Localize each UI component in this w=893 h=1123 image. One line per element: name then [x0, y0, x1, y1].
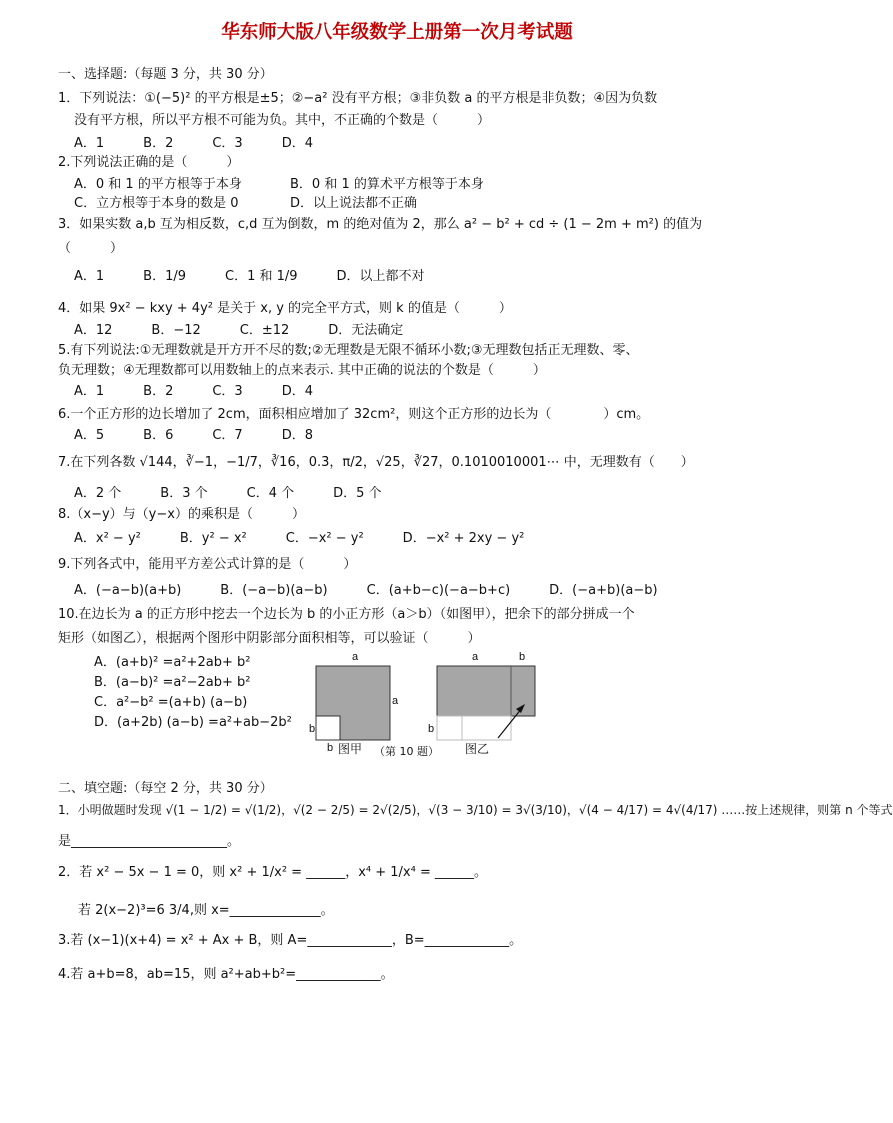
- fig-yi-caption: 图乙: [465, 742, 490, 756]
- q8-line-1: 8.（x−y）与（y−x）的乘积是（ ）: [58, 507, 305, 522]
- q5-line-2: 负无理数；④无理数都可以用数轴上的点来表示. 其中正确的说法的个数是（ ）: [58, 363, 546, 378]
- q1-line-2: 没有平方根，所以平方根不可能为负。其中，不正确的个数是（ ）: [74, 113, 491, 128]
- q1-line-1: 1．下列说法：①(−5)² 的平方根是±5；②−a² 没有平方根；③非负数 a 的平方根是非负数；④因为负数: [58, 91, 658, 106]
- figure-jia-cut-square: [316, 716, 340, 740]
- q2-option-d: D．以上说法都不正确: [290, 196, 418, 211]
- q8-options: A．x² − y² B．y² − x² C．−x² − y² D．−x² + 2xy − y²: [74, 531, 525, 546]
- q7-options: A．2 个 B．3 个 C．4 个 D．5 个: [74, 486, 382, 501]
- page-title: 华东师大版八年级数学上册第一次月考试题: [221, 22, 573, 43]
- q5-options: A．1 B．2 C．3 D．4: [74, 384, 313, 399]
- q1-options: A．1 B．2 C．3 D．4: [74, 136, 313, 151]
- q2-option-a: A．0 和 1 的平方根等于本身: [74, 177, 242, 192]
- q10-option-a: A．(a+b)² =a²+2ab+ b²: [94, 655, 251, 670]
- q2-option-b: B．0 和 1 的算术平方根等于本身: [290, 177, 484, 192]
- fig-yi-label-a-top: a: [472, 651, 479, 663]
- fig-caption: （第 10 题）: [374, 745, 439, 758]
- q7-line-1: 7.在下列各数 √144，∛−1，−1/7，∛16，0.3̇，π/2，√25，∛27，0.1010010001⋯ 中，无理数有（ ）: [58, 455, 694, 470]
- fill-q3-line-1: 3.若 (x−1)(x+4) = x² + Ax + B，则 A=_____________，B=_____________。: [58, 933, 523, 948]
- q2-option-c: C．立方根等于本身的数是 0: [74, 196, 239, 211]
- fill-q1-line-2: 是________________________。: [58, 834, 241, 849]
- q4-line-1: 4．如果 9x² − kxy + 4y² 是关于 x, y 的完全平方式，则 k 的值是（ ）: [58, 301, 512, 316]
- fig-jia-label-b-left: b: [309, 723, 316, 735]
- fig-jia-label-a-top: a: [352, 651, 359, 663]
- section-1-heading: 一、选择题:（每题 3 分，共 30 分）: [58, 67, 273, 82]
- fill-q1-line-1: 1．小明做题时发现 √(1 − 1/2) = √(1/2)，√(2 − 2/5) = 2√(2/5)，√(3 − 3/10) = 3√(3/10)，√(4 − 4/17) = 4√(4/17) ……按上述规律，则第 n 个等式: [58, 803, 893, 817]
- q3-line-2: （ ）: [58, 241, 124, 256]
- fig-yi-label-b-left: b: [428, 723, 435, 735]
- fig-jia-label-a-side: a: [392, 695, 399, 707]
- q10-option-b: B．(a−b)² =a²−2ab+ b²: [94, 675, 251, 690]
- q10-option-c: C．a²−b² =(a+b) (a−b): [94, 695, 248, 710]
- section-2-heading: 二、填空题:（每空 2 分，共 30 分）: [58, 781, 273, 796]
- fill-q2-line-1: 2．若 x² − 5x − 1 = 0，则 x² + 1/x² = ______，x⁴ + 1/x⁴ = ______。: [58, 865, 487, 880]
- fill-q2-line-2: 若 2(x−2)³=6 3/4,则 x=______________。: [78, 903, 334, 918]
- q2-line-1: 2.下列说法正确的是（ ）: [58, 155, 240, 170]
- q4-options: A．12 B．−12 C．±12 D．无法确定: [74, 323, 404, 338]
- q3-line-1: 3．如果实数 a,b 互为相反数，c,d 互为倒数，m 的绝对值为 2，那么 a² − b² + cd ÷ (1 − 2m + m²) 的值为: [58, 217, 703, 232]
- fig-yi-label-b-top: b: [519, 651, 526, 663]
- q10-line-1: 10.在边长为 a 的正方形中挖去一个边长为 b 的小正方形（a＞b）（如图甲），把余下的部分拼成一个: [58, 607, 635, 622]
- q10-option-d: D．(a+2b) (a−b) =a²+ab−2b²: [94, 715, 292, 730]
- fig-jia-label-b-bottom: b: [327, 742, 334, 754]
- q6-line-1: 6.一个正方形的边长增加了 2cm，面积相应增加了 32cm²，则这个正方形的边长为（ ）cm。: [58, 407, 650, 422]
- fill-q4-line-1: 4.若 a+b=8，ab=15，则 a²+ab+b²=_____________。: [58, 967, 394, 982]
- q9-line-1: 9.下列各式中，能用平方差公式计算的是（ ）: [58, 557, 357, 572]
- q10-line-2: 矩形（如图乙），根据两个图形中阴影部分面积相等，可以验证（ ）: [58, 631, 481, 646]
- q5-line-1: 5.有下列说法:①无理数就是开方开不尽的数;②无理数是无限不循环小数;③无理数包括正无理数、零、: [58, 343, 639, 358]
- q3-options: A．1 B．1/9 C．1 和 1/9 D．以上都不对: [74, 269, 425, 284]
- q6-options: A．5 B．6 C．7 D．8: [74, 428, 313, 443]
- fig-jia-caption: 图甲: [338, 742, 363, 756]
- q9-options: A．(−a−b)(a+b) B．(−a−b)(a−b) C．(a+b−c)(−a−b+c) D．(−a+b)(a−b): [74, 583, 658, 598]
